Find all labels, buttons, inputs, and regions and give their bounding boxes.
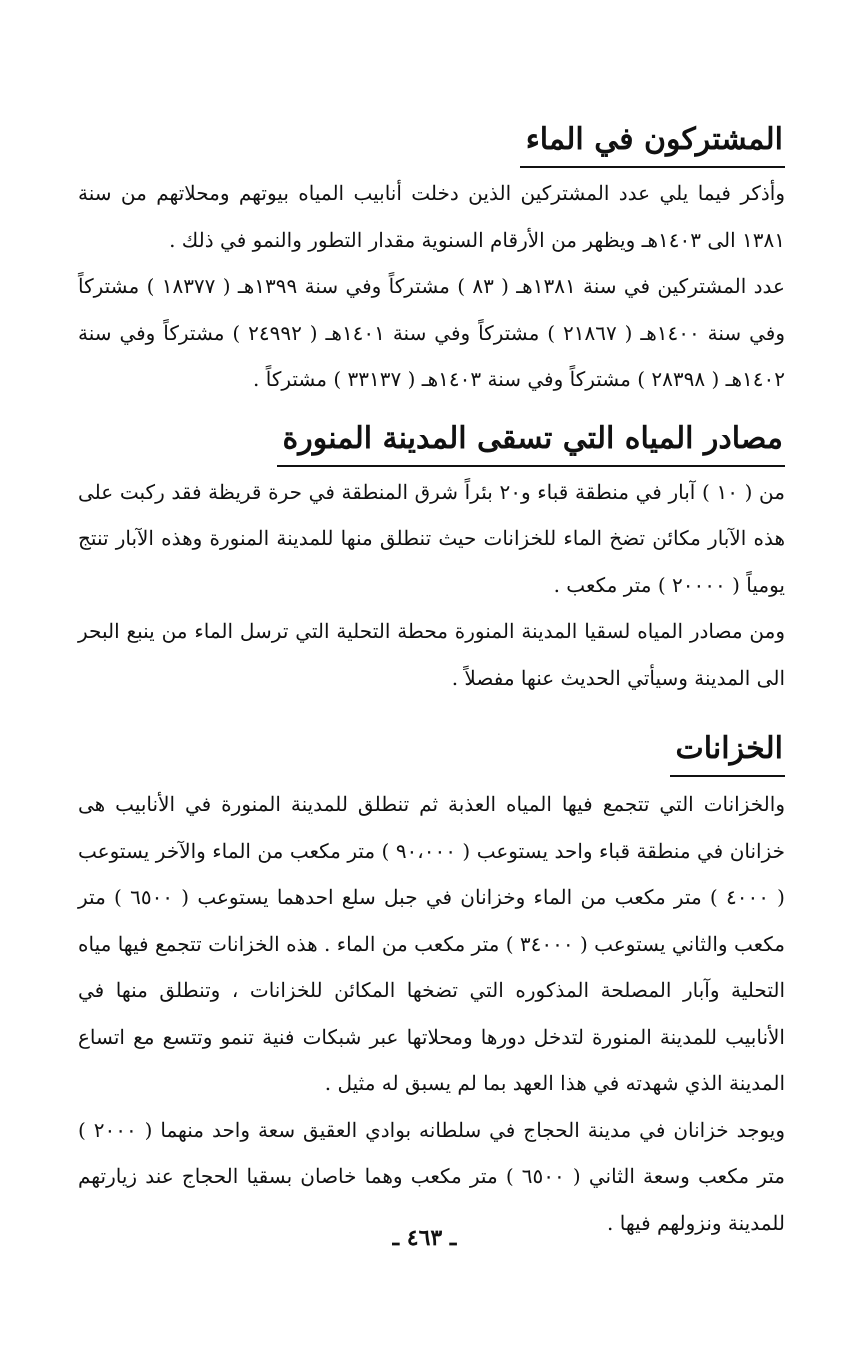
section-subscribers bbox=[78, 118, 785, 403]
section-heading: مصادر المياه التي تسقى المدينة المنورة bbox=[277, 417, 785, 467]
paragraph: ويوجد خزانان في مدينة الحجاج في سلطانه بوادي العقيق سعة واحد منهما ( ٢٠٠٠ ) متر مكعب وسعة الثاني ( ٦٥٠٠ ) متر مكعب وهما خاصان بسقيا الحجاج عند زيارتهم للمدينة ونزولهم فيها . bbox=[78, 1117, 785, 1235]
paragraph: والخزانات التي تتجمع فيها المياه العذبة ثم تنطلق للمدينة المنورة في الأنابيب هى خزانان في منطقة قباء واحد يستوعب ( ٩٠،٠٠٠ ) متر مكعب من الماء والآخر يستوعب ( ٤٠٠٠ ) متر مكعب من الماء وخزانان في جبل سلع احدهما يستوعب ( ٦٥٠٠ ) متر مكعب والثاني يستوعب ( ٣٤٠٠٠ ) متر مكعب من الماء . هذه الخزانات تتجمع فيها مياه التحلية وآبار المصلحة المذكوره التي تضخها المكائن للخزانات ، وتنطلق منها في الأنابيب للمدينة المنورة لتدخل دورها ومحلاتها عبر شبكات فنية تنمو وتتسع مع اتساع المدينة الذي شهدته في هذا العهد بما لم يسبق له مثيل . bbox=[78, 792, 786, 1095]
section-water-sources bbox=[78, 417, 785, 702]
book-page bbox=[78, 118, 785, 1361]
paragraph: وأذكر فيما يلي عدد المشتركين الذين دخلت أنابيب المياه بيوتهم ومحلاتهم من سنة ١٣٨١ الى ١٤٠٣هـ ويظهر من الأرقام السنوية مقدار التطور والنمو في ذلك . bbox=[78, 181, 785, 252]
paragraph: ومن مصادر المياه لسقيا المدينة المنورة محطة التحلية التي ترسل الماء من ينبع البحر الى المدينة وسيأتي الحديث عنها مفصلاً . bbox=[78, 619, 785, 690]
section-heading: المشتركون في الماء bbox=[520, 118, 785, 168]
paragraph: من ( ١٠ ) آبار في منطقة قباء و٢٠ بئراً شرق المنطقة في حرة قريظة فقد ركبت على هذه الآبار مكائن تضخ الماء للخزانات حيث تنطلق منها للمدينة المنورة وهذه الآبار تنتج يومياً ( ٢٠٠٠٠ ) متر مكعب . bbox=[78, 479, 785, 597]
section-reservoirs bbox=[78, 727, 785, 1246]
page-number: ـ ٤٦٣ ـ bbox=[392, 1225, 457, 1251]
section-heading: الخزانات bbox=[670, 727, 785, 777]
paragraph: عدد المشتركين في سنة ١٣٨١هـ ( ٨٣ ) مشتركاً وفي سنة ١٣٩٩هـ ( ١٨٣٧٧ ) مشتركاً وفي سنة ١٤٠٠هـ ( ٢١٨٦٧ ) مشتركاً وفي سنة ١٤٠١هـ ( ٢٤٩٩٢ ) مشتركاً وفي سنة ١٤٠٢هـ ( ٢٨٣٩٨ ) مشتركاً وفي سنة ١٤٠٣هـ ( ٣٣١٣٧ ) مشتركاً . bbox=[78, 274, 785, 391]
